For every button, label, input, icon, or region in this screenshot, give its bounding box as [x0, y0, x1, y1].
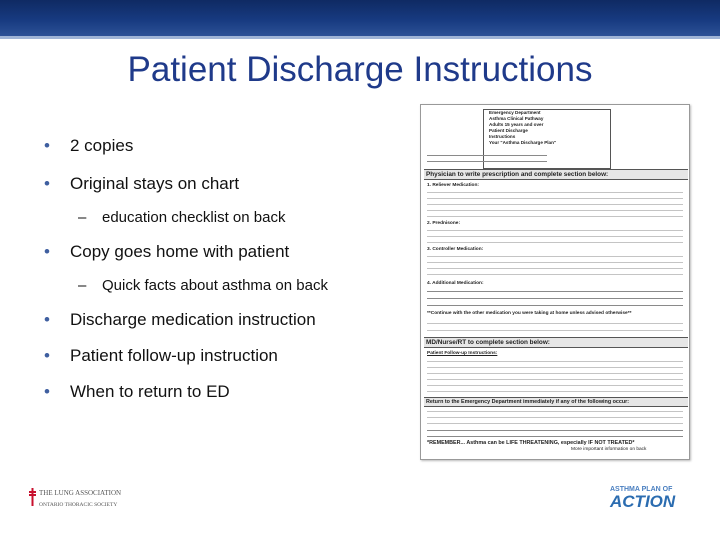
- form-item: 3. Controller Medication:: [427, 247, 484, 252]
- form-line: [427, 430, 683, 431]
- form-line: [427, 411, 683, 412]
- form-header-box: [483, 109, 611, 169]
- form-line: [427, 361, 683, 362]
- bullet-item: • Discharge medication instruction: [44, 310, 316, 329]
- form-line: [427, 192, 683, 193]
- bullet-item: • 2 copies: [44, 136, 134, 155]
- logo-text: ACTION: [610, 492, 676, 511]
- form-more-info: More important information on back: [571, 447, 647, 452]
- form-line: [427, 155, 547, 156]
- asthma-plan-of-action-logo: [600, 482, 700, 512]
- form-line: [427, 423, 683, 424]
- form-line: [427, 379, 683, 380]
- bullet-text: Patient follow-up instruction: [70, 346, 278, 365]
- discharge-form-thumbnail: [420, 104, 690, 460]
- bullet-text: 2 copies: [70, 136, 134, 155]
- sub-bullet-item: – education checklist on back: [78, 209, 286, 226]
- bullet-item: • When to return to ED: [44, 382, 230, 401]
- form-section-return: Return to the Emergency Department immediately if any of the following occur:: [424, 397, 688, 407]
- form-line: [427, 204, 683, 205]
- logo-text: THE LUNG ASSOCIATION: [39, 489, 122, 497]
- form-line: [427, 385, 683, 386]
- sub-bullet-text: education checklist on back: [102, 209, 286, 226]
- form-item: 1. Reliever Medication:: [427, 183, 479, 188]
- logo-text: ASTHMA PLAN OF: [610, 486, 673, 493]
- form-header-line: Your "Asthma Discharge Plan": [489, 140, 557, 145]
- bullet-item: • Original stays on chart: [44, 174, 240, 193]
- bullet-text: When to return to ED: [70, 382, 230, 401]
- form-line: [427, 436, 683, 437]
- form-line: [427, 291, 683, 292]
- form-line: [427, 298, 683, 299]
- form-line: [427, 216, 683, 217]
- logo-cross-bar: [29, 491, 36, 493]
- form-line: [427, 230, 683, 231]
- form-item: 4. Additional Medication:: [427, 281, 484, 286]
- bullet-text: Discharge medication instruction: [70, 310, 316, 329]
- form-header-line: Emergency Department: [489, 110, 541, 115]
- sub-bullet-item: – Quick facts about asthma on back: [78, 277, 328, 294]
- sub-bullet-text: Quick facts about asthma on back: [102, 277, 328, 294]
- form-follow-up-heading: Patient Follow-up Instructions:: [427, 351, 498, 356]
- form-line: [427, 198, 683, 199]
- form-line: [427, 417, 683, 418]
- bullet-text: Copy goes home with patient: [70, 242, 290, 261]
- form-line: [427, 373, 683, 374]
- form-line: [427, 274, 683, 275]
- bullet-item: • Copy goes home with patient: [44, 242, 290, 261]
- form-line: [427, 242, 683, 243]
- bullet-text: Original stays on chart: [70, 174, 240, 193]
- form-line: [427, 367, 683, 368]
- form-remember-note: *REMEMBER... Asthma can be LIFE THREATENING, especially IF NOT TREATED*: [427, 440, 635, 446]
- form-line: [427, 161, 547, 162]
- form-continue-note: **Continue with the other medication you were taking at home unless advised otherwise**: [427, 311, 632, 316]
- form-line: [427, 330, 683, 331]
- header-band: [0, 0, 720, 36]
- bullet-item: • Patient follow-up instruction: [44, 346, 278, 365]
- form-line: [427, 210, 683, 211]
- slide-title: Patient Discharge Instructions: [127, 50, 593, 89]
- form-section-physician: Physician to write prescription and complete section below:: [424, 169, 688, 180]
- form-line: [427, 391, 683, 392]
- form-line: [427, 256, 683, 257]
- form-line: [427, 323, 683, 324]
- lung-association-logo: [28, 484, 168, 510]
- form-line: [427, 262, 683, 263]
- form-line: [427, 236, 683, 237]
- form-line: [427, 305, 683, 306]
- form-header-line: Instructions: [489, 134, 516, 139]
- form-header-line: Adults 15 years and over: [489, 122, 544, 127]
- form-header-line: Asthma Clinical Pathway: [489, 116, 544, 121]
- form-line: [427, 268, 683, 269]
- header-divider: [0, 36, 720, 39]
- logo-text: ONTARIO THORACIC SOCIETY: [39, 502, 118, 508]
- form-section-md: MD/Nurse/RT to complete section below:: [424, 337, 688, 348]
- logo-cross-stem: [32, 488, 34, 506]
- form-item: 2. Prednisone:: [427, 221, 461, 226]
- form-header-line: Patient Discharge: [489, 128, 528, 133]
